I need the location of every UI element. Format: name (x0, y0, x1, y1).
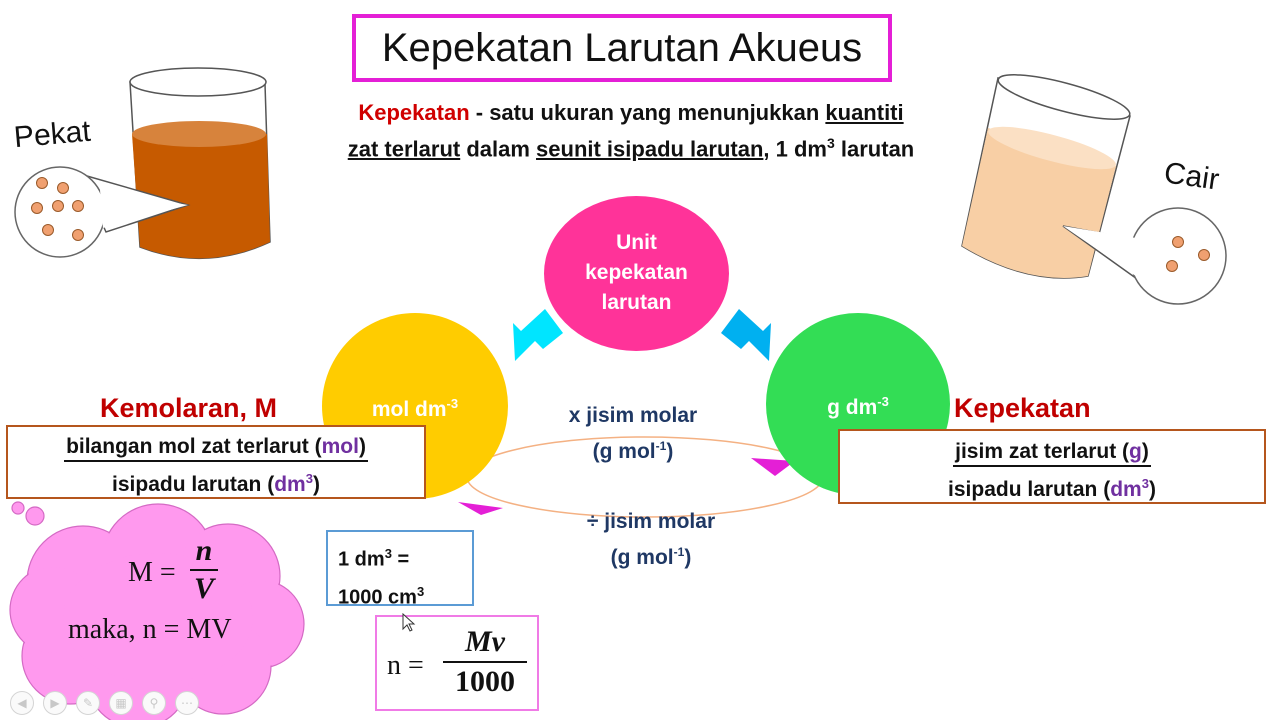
concentrated-beaker-illustration (10, 62, 280, 272)
molarity-formula-box (6, 425, 426, 499)
more-icon[interactable]: ⋯ (175, 691, 199, 715)
center-circle-text: Unit kepekatan larutan (585, 231, 688, 314)
concentration-formula-box (838, 429, 1266, 504)
slideshow-toolbar (10, 691, 208, 715)
pen-icon[interactable]: ✎ (76, 691, 100, 715)
zoom-icon[interactable]: ⚲ (142, 691, 166, 715)
definition-text: Kepekatan - satu ukuran yang menunjukkan kuantiti zat terlarut dalam seunit isipadu larutan, 1 $dm^3$ larutan (347, 100, 915, 162)
slides-icon[interactable]: ▦ (109, 691, 133, 715)
molarity-denominator: isipadu larutan $(dm^3)$ (112, 471, 320, 496)
multiply-molar-mass-label: x jisim molar (g mol$^{-1}$) (568, 404, 698, 463)
molarity-formula-fraction: n V (190, 533, 218, 607)
concentration-denominator: isipadu larutan $(dm^3)$ (948, 476, 1156, 501)
divide-molar-mass-label: ÷ jisim molar (g mol$^{-1}$) (586, 510, 716, 569)
page-title: Kepekatan Larutan Akueus (352, 14, 892, 82)
moles-formula-fraction: Mv 1000 (443, 623, 527, 701)
label-dilute: Cair (1162, 156, 1222, 197)
mouse-cursor-icon (402, 613, 416, 633)
concentration-numerator: jisim zat terlarut (g) (953, 439, 1151, 467)
arrow-to-concentration-icon (717, 305, 779, 365)
label-concentrated: Pekat (12, 114, 92, 155)
arrow-to-molarity-icon (505, 305, 567, 365)
particle-magnifier (1130, 208, 1226, 304)
molarity-unit: mol $dm^{-3}$ (371, 396, 459, 421)
arrow-head-left (458, 502, 503, 515)
definition-term: Kepekatan (358, 100, 470, 125)
volume-conversion-note: 1 $dm^3$ = 1000 $cm^3$ (326, 530, 474, 606)
next-icon[interactable]: ▶ (43, 691, 67, 715)
molarity-heading: Kemolaran, M (100, 393, 278, 423)
molarity-numerator: bilangan mol zat terlarut (mol) (64, 434, 368, 462)
moles-formula-box: n = Mv 1000 (375, 615, 539, 711)
particle-magnifier (15, 167, 105, 257)
concentration-heading: Kepekatan (954, 393, 1091, 423)
thought-cloud (8, 498, 308, 720)
concentration-unit: g $dm^{-3}$ (827, 394, 889, 419)
previous-icon[interactable]: ◀ (10, 691, 34, 715)
molarity-formula-lhs: M = (128, 557, 176, 588)
n-equals-mv: maka, n = MV (68, 614, 232, 645)
